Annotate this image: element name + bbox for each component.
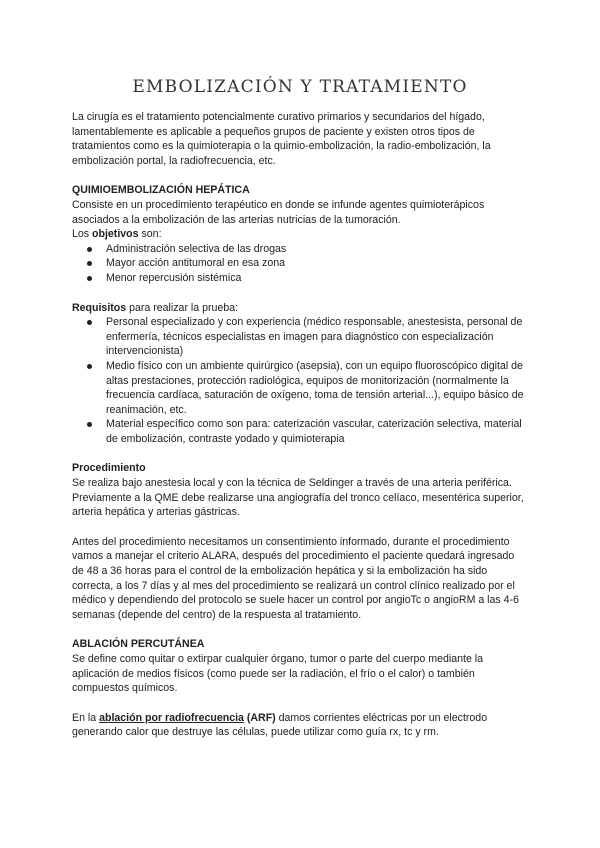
requirements-intro xyxy=(72,301,528,316)
list-item: Mayor acción antitumoral en esa zona xyxy=(106,256,528,271)
arf-term: ablación por radiofrecuencia xyxy=(99,711,244,724)
procedure-p1: Se realiza bajo anestesia local y con la técnica de Seldinger a través de una arteria periférica. xyxy=(72,477,512,490)
intro-paragraph: La cirugía es el tratamiento potencialmente curativo primarios y secundarios del hígado, lamentablemente es aplicable a pequeños grupos de paciente y existen otros tipos de tratamientos como es la quimioterapia o la quimio-embolización, la radio-embolización, la embolización portal, la radiofrecuencia, etc. xyxy=(72,111,491,167)
list-item: Administración selectiva de las drogas xyxy=(106,242,528,257)
objectives-list xyxy=(72,242,528,286)
ablation-heading: ABLACIÓN PERCUTÁNEA xyxy=(72,638,205,651)
list-item: Material específico como son para: caterización vascular, caterización selectiva, material de embolización, contraste yodado y quimioterapia xyxy=(106,417,528,446)
ablation-definition: Se define como quitar o extirpar cualquier órgano, tumor o parte del cuerpo mediante la aplicación de medios físicos (como puede ser la radiación, el frío o el calor) o también compuestos químicos. xyxy=(72,653,484,695)
procedure-p3: Antes del procedimiento necesitamos un consentimiento informado, durante el procedimiento vamos a manejar el criterio ALARA, después del procedimiento el paciente quedará ingresado de 48 a 36 horas para el control de la embolización hepática y si la embolización ha sido correcta, a los 7 días y al mes del procedimiento se realizará un control clínico realizado por el médico y dependiendo del protocolo se suele hacer un control por angioTc o angioRM a las 4-6 semanas (depende del centro) de la respuesta al tratamiento. xyxy=(72,535,519,621)
objectives-intro xyxy=(72,227,528,242)
list-item: Personal especializado y con experiencia (médico responsable, anestesista, personal de enfermería, técnicos especialistas en imagen para diagnóstico con especialización intervencionista) xyxy=(106,315,528,359)
objectives-suffix: son: xyxy=(138,228,162,241)
qme-definition: Consiste en un procedimiento terapéutico en donde se infunde agentes quimioterápicos asociados a la embolización de las arterias nutricias de la tumoración. xyxy=(72,198,485,226)
arf-abbrev: (ARF) xyxy=(243,711,276,724)
list-item: Menor repercusión sistémica xyxy=(106,271,528,286)
arf-paragraph xyxy=(72,711,528,740)
page-title: EMBOLIZACIÓN Y TRATAMIENTO xyxy=(132,77,468,97)
procedure-heading: Procedimiento xyxy=(72,462,146,475)
requirements-bold: Requisitos xyxy=(72,301,127,314)
qme-heading: QUIMIOEMBOLIZACIÓN HEPÁTICA xyxy=(72,184,250,197)
list-item: Medio físico con un ambiente quirúrgico (asepsia), con un equipo fluoroscópico digital de altas prestaciones, protección radiológica, equipos de monitorización (normalmente la frecuencia cardíaca, saturación de oxígeno, toma de tensión arterial...), equipo básico de reanimación, etc. xyxy=(106,359,528,417)
procedure-p2: Previamente a la QME debe realizarse una angiografía del tronco celíaco, mesentérica superior, arteria hepática y arterias gástricas. xyxy=(72,491,524,519)
objectives-prefix: Los xyxy=(72,228,93,241)
requirements-suffix: para realizar la prueba: xyxy=(126,301,239,314)
arf-prefix: En la xyxy=(72,711,100,724)
objectives-bold: objetivos xyxy=(92,228,139,241)
requirements-list xyxy=(72,315,528,446)
arf-suffix: damos corrientes eléctricas por un electrodo generando calor que destruye las células, puede utilizar como guía rx, tc y rm. xyxy=(72,711,488,739)
